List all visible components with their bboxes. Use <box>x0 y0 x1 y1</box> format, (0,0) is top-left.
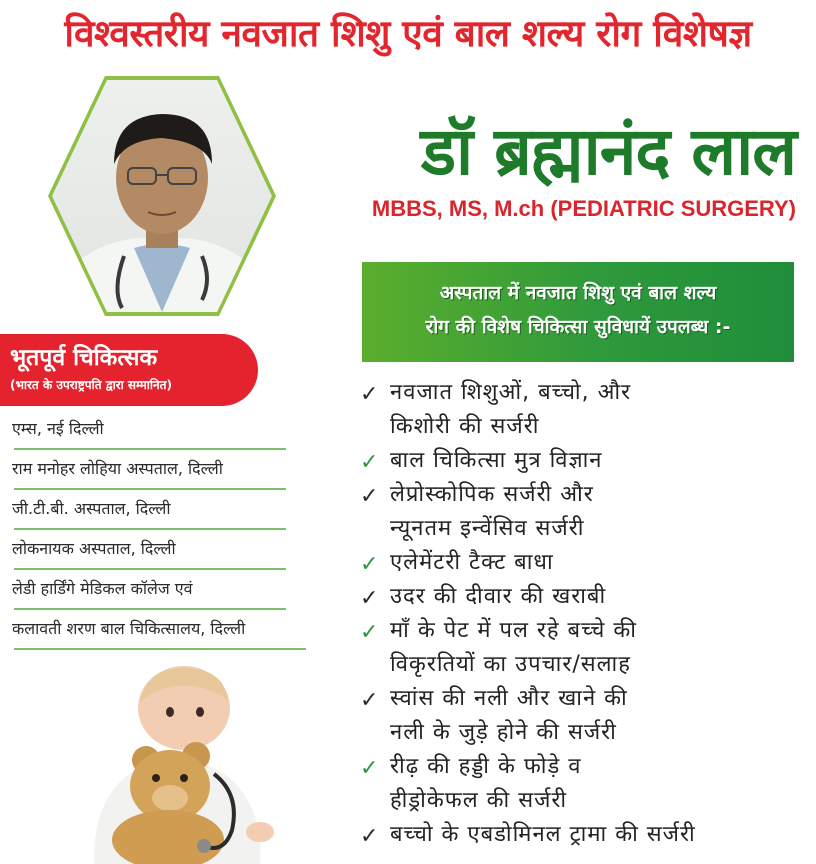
facility-banner-line: अस्पताल में नवजात शिशु एवं बाल शल्य <box>439 282 717 304</box>
service-item <box>356 444 806 478</box>
service-text: एलेमेंटरी टैक्ट बाधा <box>390 550 554 575</box>
service-item <box>356 546 806 580</box>
headline: विश्वस्तरीय नवजात शिशु एवं बाल शल्य रोग विशेषज्ञ <box>64 12 752 55</box>
service-text: हीड्रोकेफल की सर्जरी <box>390 788 568 813</box>
former-physician-subtitle: (भारत के उपराष्ट्रपति द्वारा सम्मानित) <box>10 378 172 392</box>
doctor-photo-frame <box>48 76 276 316</box>
facility-banner-line: रोग की विशेष चिकित्सा सुविधायें उपलब्ध :- <box>425 316 731 338</box>
service-item <box>356 376 806 444</box>
hospital-item: लेडी हार्डिंगे मेडिकल कॉलेज एवं <box>12 570 316 610</box>
doctor-portrait-image <box>52 80 272 312</box>
hospital-item: राम मनोहर लोहिया अस्पताल, दिल्ली <box>12 450 316 490</box>
service-text: नली के जुड़े होने की सर्जरी <box>390 720 617 745</box>
check-icon: ✓ <box>360 620 379 645</box>
service-item <box>356 478 806 546</box>
check-icon: ✓ <box>360 756 379 781</box>
hospital-item: जी.टी.बी. अस्पताल, दिल्ली <box>12 490 316 530</box>
check-icon: ✓ <box>360 688 379 713</box>
hospital-item: लोकनायक अस्पताल, दिल्ली <box>12 530 316 570</box>
doctor-name: डॉ ब्रह्मानंद लाल <box>420 113 796 190</box>
hospital-list <box>12 410 316 650</box>
service-text: स्वांस की नली और खाने की <box>390 686 628 711</box>
service-item <box>356 818 806 852</box>
service-item <box>356 614 806 682</box>
check-icon: ✓ <box>360 586 379 611</box>
doctor-degrees: MBBS, MS, M.ch (PEDIATRIC SURGERY) <box>371 196 796 221</box>
service-text: लेप्रोस्कोपिक सर्जरी और <box>390 482 594 507</box>
check-icon: ✓ <box>360 450 379 475</box>
service-text: किशोरी की सर्जरी <box>390 414 540 439</box>
service-text: उदर की दीवार की खराबी <box>390 584 607 609</box>
check-icon: ✓ <box>360 824 379 849</box>
service-text: बाल चिकित्सा मुत्र विज्ञान <box>390 448 603 473</box>
check-icon: ✓ <box>360 382 379 407</box>
services-list <box>356 376 806 852</box>
check-icon: ✓ <box>360 552 379 577</box>
service-text: बच्चो के एबडोमिनल ट्रामा की सर्जरी <box>390 822 696 847</box>
service-text: न्यूनतम इन्वेंसिव सर्जरी <box>390 516 585 541</box>
facility-banner <box>362 262 794 362</box>
service-text: माँ के पेट में पल रहे बच्चे की <box>390 618 637 643</box>
service-text: रीढ़ की हड्डी के फोड़े व <box>390 754 582 779</box>
former-physician-title: भूतपूर्व चिकित्सक <box>10 345 158 371</box>
service-item <box>356 682 806 750</box>
hospital-item: कलावती शरण बाल चिकित्सालय, दिल्ली <box>12 610 316 650</box>
service-item <box>356 580 806 614</box>
service-text: विकृरतियों का उपचार/सलाह <box>390 652 631 677</box>
baby-with-teddy-image <box>64 664 326 864</box>
hospital-item: एम्स, नई दिल्ली <box>12 410 316 450</box>
former-physician-badge <box>0 334 258 406</box>
service-text: नवजात शिशुओं, बच्चो, और <box>390 380 632 405</box>
check-icon: ✓ <box>360 484 379 509</box>
service-item <box>356 750 806 818</box>
